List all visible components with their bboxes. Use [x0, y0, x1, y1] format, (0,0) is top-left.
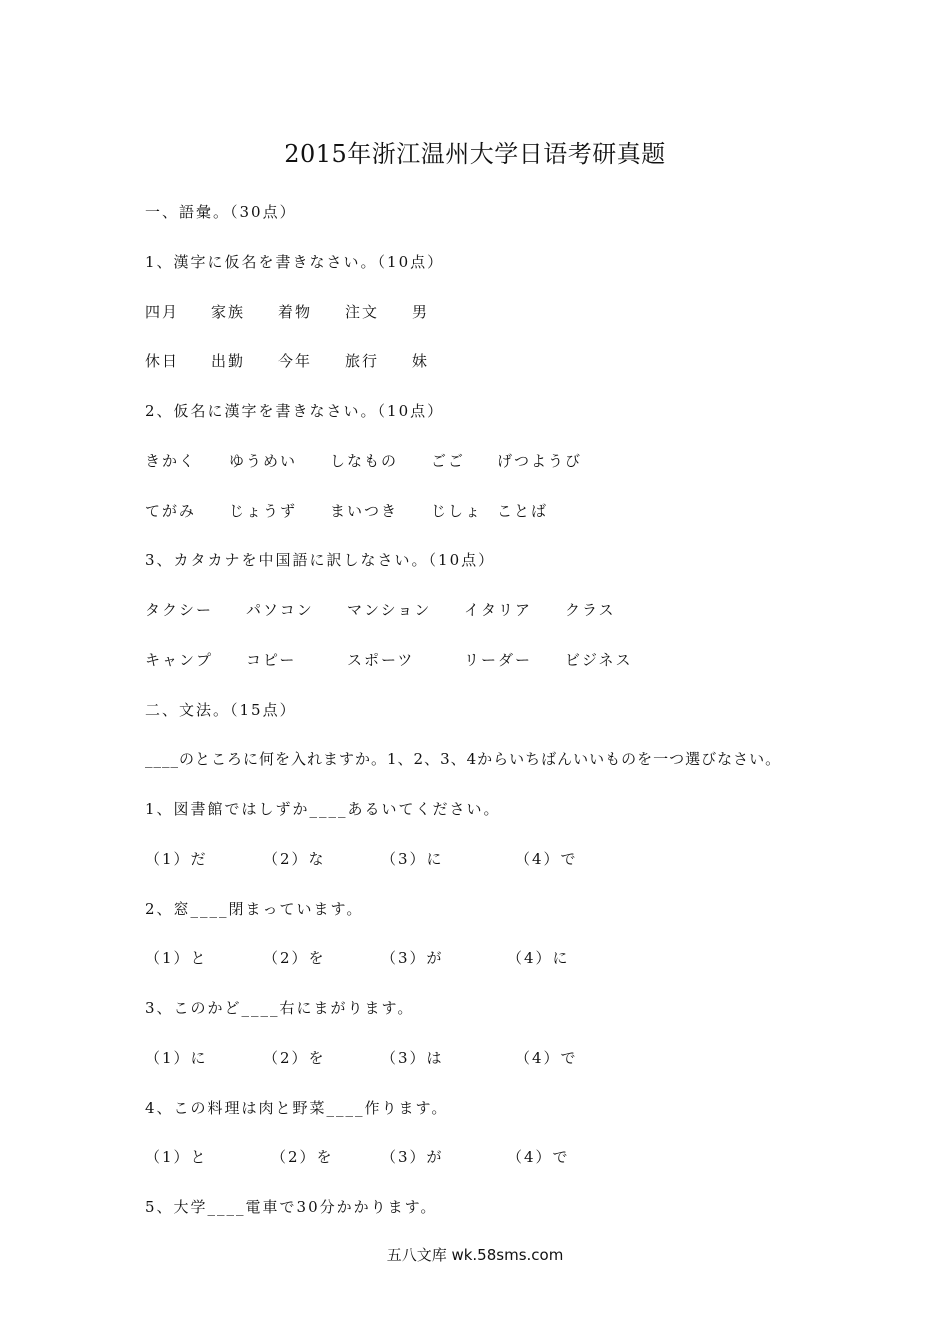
word-item: タクシー	[145, 601, 214, 619]
word-item: ごご	[431, 452, 466, 470]
question-kana-to-kanji: 2、仮名に漢字を書きなさい。（10点）	[145, 402, 445, 420]
option-2: （2）を	[263, 1049, 326, 1067]
option-1: （1）と	[145, 949, 208, 967]
word-item: 旅行	[345, 352, 380, 370]
word-item: 出勤	[211, 352, 246, 370]
option-4: （4）に	[507, 949, 570, 967]
option-3: （3）は	[381, 1049, 444, 1067]
word-item: まいつき	[330, 502, 399, 520]
grammar-question-4: 4、この料理は肉と野菜____作ります。	[145, 1099, 449, 1117]
question-katakana-translate: 3、カタカナを中国語に訳しなさい。（10点）	[145, 551, 496, 569]
word-item: リーダー	[464, 651, 533, 669]
word-item: 家族	[211, 303, 246, 321]
word-item: てがみ	[145, 502, 197, 520]
option-2: （2）な	[263, 850, 326, 868]
section-heading-vocabulary: 一、語彙。（30点）	[145, 203, 297, 221]
word-item: ゆうめい	[229, 452, 298, 470]
option-3: （3）に	[381, 850, 444, 868]
option-2: （2）を	[263, 949, 326, 967]
word-item: ことば	[497, 502, 549, 520]
option-1: （1）だ	[145, 850, 208, 868]
option-4: （4）で	[515, 1049, 578, 1067]
option-4: （4）で	[507, 1148, 570, 1166]
option-2: （2）を	[271, 1148, 334, 1166]
option-1: （1）と	[145, 1148, 208, 1166]
word-item: 男	[412, 303, 430, 321]
word-item: じしょ	[431, 502, 483, 520]
word-item: げつようび	[497, 452, 583, 470]
word-item: マンション	[347, 601, 432, 619]
word-item: 今年	[278, 352, 313, 370]
option-3: （3）が	[381, 949, 444, 967]
word-item: パソコン	[246, 601, 314, 619]
word-item: しなもの	[330, 452, 399, 470]
word-item: きかく	[145, 452, 197, 470]
grammar-question-1: 1、図書館ではしずか____あるいてください。	[145, 800, 501, 818]
word-item: ビジネス	[565, 651, 633, 669]
word-item: キャンプ	[145, 651, 214, 669]
word-item: 休日	[145, 352, 180, 370]
option-3: （3）が	[381, 1148, 444, 1166]
section-heading-grammar: 二、文法。（15点）	[145, 701, 297, 719]
footer-watermark: 五八文库 wk.58sms.com	[386, 1246, 564, 1264]
page-title: 2015年浙江温州大学日语考研真题	[284, 140, 666, 168]
word-item: 着物	[278, 303, 313, 321]
word-item: クラス	[565, 601, 616, 619]
word-item: 妹	[412, 352, 430, 370]
word-item: 注文	[345, 303, 380, 321]
grammar-question-2: 2、窓____閉まっています。	[145, 900, 364, 918]
grammar-question-5: 5、大学____電車で30分かかります。	[145, 1198, 438, 1216]
option-1: （1）に	[145, 1049, 208, 1067]
word-item: イタリア	[464, 601, 533, 619]
word-item: コピー	[246, 651, 297, 669]
word-item: スポーツ	[347, 651, 415, 669]
grammar-question-3: 3、このかど____右にまがります。	[145, 999, 415, 1017]
grammar-instructions: ____のところに何を入れますか。1、2、3、4からいちばんいいものを一つ選びなさい。	[145, 750, 782, 768]
question-kanji-reading: 1、漢字に仮名を書きなさい。（10点）	[145, 253, 445, 271]
word-item: 四月	[145, 303, 180, 321]
word-item: じょうず	[229, 502, 298, 520]
option-4: （4）で	[515, 850, 578, 868]
